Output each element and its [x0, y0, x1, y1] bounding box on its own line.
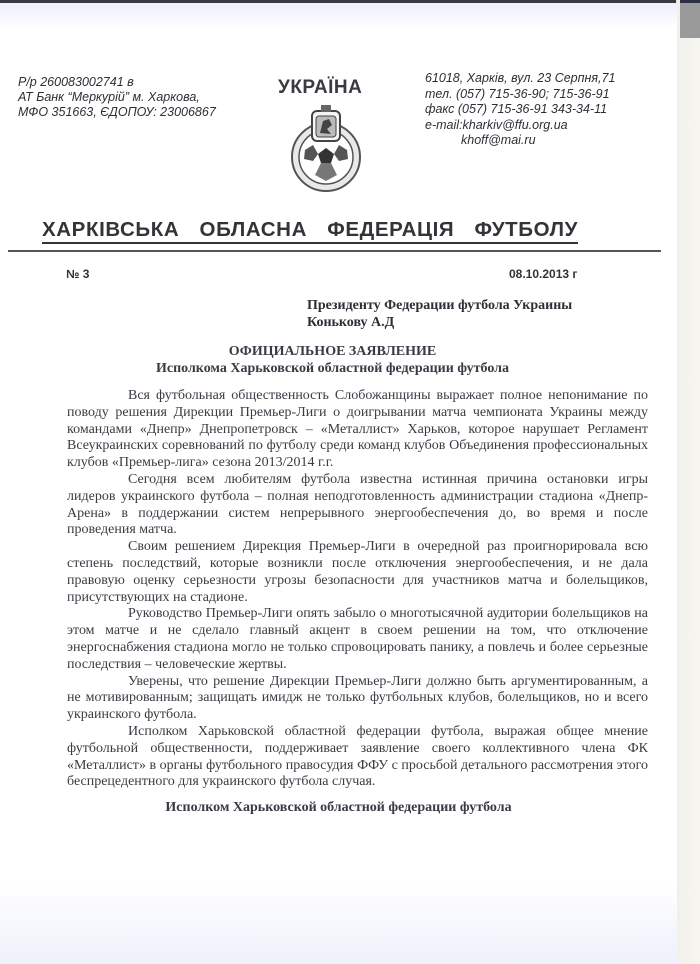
signature-line: Исполком Харьковской областной федерации футбола — [165, 800, 512, 815]
paragraph: Своим решением Дирекция Премьер-Лиги в очередной раз проигнорировала всю степень последствий, которые возникли после отключения энергообеспечения, и не дала правовую оценку серьезности угрозы безопасности для участников матча и болельщиков, присутствующих на стадионе. — [67, 539, 648, 605]
document-page — [0, 3, 677, 964]
paragraph: Руководство Премьер-Лиги опять забыло о многотысячной аудитории болельщиков на этом матче и не сделало главный акцент в своем решении на том, что отключение энергоснабжения стадиона могло не только спровоцировать панику, а повлечь и более серьезные последствия – человеческие жертвы. — [67, 606, 648, 672]
email-line-secondary: khoff@mai.ru — [461, 133, 536, 147]
addressee — [307, 297, 572, 331]
paragraph: Сегодня всем любителям футбола известна истинная причина остановки игры лидеров украинского футбола – полная неподготовленность администрации стадиона «Днепр-Арена» в поддержании систем непрерывного энергообеспечения до, во время и после проведения матча. — [67, 471, 648, 538]
football-federation-emblem-icon — [285, 105, 367, 193]
email-line: e-mail:kharkiv@ffu.org.ua — [425, 117, 568, 132]
phone-line: тел. (057) 715-36-90; 715-36-91 — [425, 86, 610, 101]
addressee-title: Президенту Федерации футбола Украины — [307, 298, 573, 313]
document-number: № 3 — [66, 267, 90, 281]
federation-name: ХАРКІВСЬКА ОБЛАСНА ФЕДЕРАЦІЯ ФУТБОЛУ — [42, 219, 578, 244]
statement-body — [67, 388, 648, 791]
document-title: ОФИЦИАЛЬНОЕ ЗАЯВЛЕНИЕ — [228, 344, 437, 359]
bank-details — [18, 75, 216, 120]
country-heading: УКРАЇНА — [278, 77, 363, 98]
bank-account-line: Р/р 260083002741 в — [18, 75, 134, 89]
fax-line: факс (057) 715-36-91 343-34-11 — [425, 102, 608, 116]
bank-codes-line: МФО 351663, ЄДОПОУ: 23006867 — [18, 105, 216, 119]
paragraph: Уверены, что решение Дирекции Премьер-Лиги должно быть аргументированным, а не мотивированным; защищать имидж не только футбольных клубов, болельщиков, но и всего украинского футбола. — [67, 673, 648, 723]
address-line: 61018, Харків, вул. 23 Серпня,71 — [425, 71, 616, 85]
document-date: 08.10.2013 г — [509, 267, 578, 281]
document-subtitle: Исполкома Харьковской областной федерации футбола — [155, 361, 510, 376]
contact-details — [425, 71, 615, 149]
bank-name-line: АТ Банк “Меркурій” м. Харкова, — [18, 90, 200, 104]
paragraph: Исполком Харьковской областной федерации футбола, выражая общее мнение футбольной общественности, поддерживает заявление своего коллективного члена ФК «Металлист» в органы футбольного правосудия ФФУ с просьбой детального рассмотрения этого беспрецедентного для украинского футбола случая. — [67, 723, 648, 790]
paragraph: Вся футбольная общественность Слобожанщины выражает полное непонимание по поводу решения Дирекции Премьер-Лиги о доигрывании матча чемпионата Украины между командами «Днепр» Днепропетровск – «Металлист» Харьков, которое нарушает Регламент Всеукраинских соревнований по футболу среди команд клубов Объединения профессиональных клубов «Премьер-лига» сезона 2013/2014 г.г. — [67, 388, 648, 471]
scan-corner — [680, 0, 700, 38]
addressee-name: Конькову А.Д — [307, 315, 395, 330]
letterhead-divider — [8, 250, 661, 252]
scan-edge-right — [676, 0, 700, 964]
